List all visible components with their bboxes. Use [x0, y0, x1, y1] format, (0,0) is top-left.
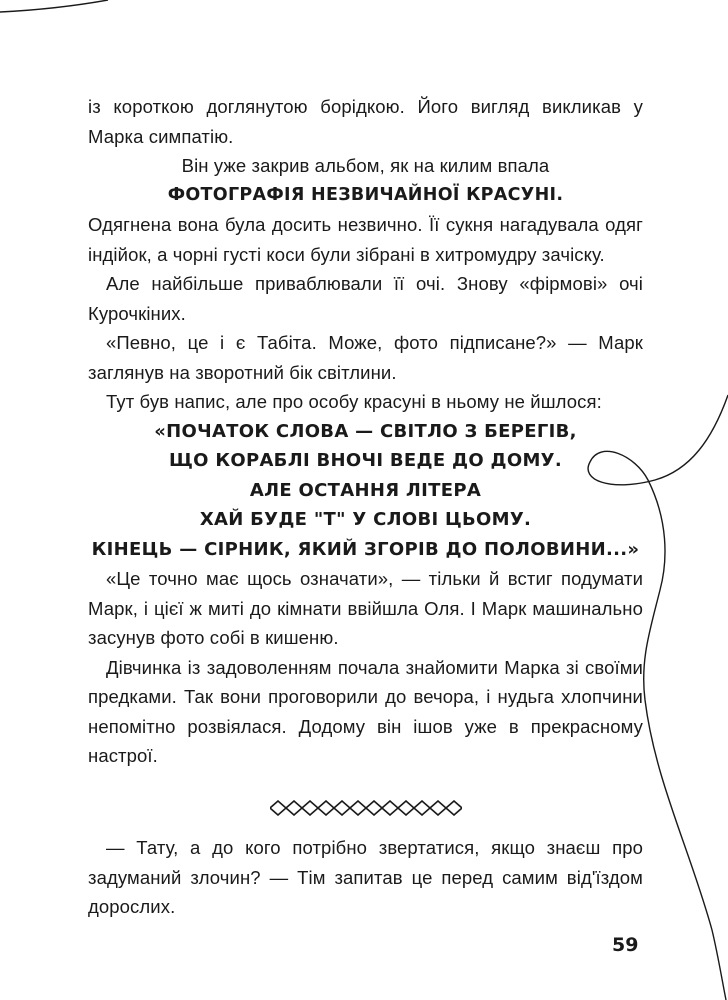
divider-diamond	[334, 801, 350, 815]
divider-diamond	[446, 801, 462, 815]
photo-heading: ФОТОГРАФІЯ НЕЗВИЧАЙНОЇ КРАСУНІ.	[167, 184, 564, 205]
divider-diamond	[382, 801, 398, 815]
divider-diamond	[350, 801, 366, 815]
poem-line: ХАЙ БУДЕ "Т" У СЛОВІ ЦЬОМУ.	[199, 509, 532, 530]
divider-diamond	[302, 801, 318, 815]
divider-diamond	[398, 801, 414, 815]
divider-diamond	[366, 801, 382, 815]
page-body	[88, 92, 643, 771]
poem-line: ЩО КОРАБЛІ ВНОЧІ ВЕДЕ ДО ДОМУ.	[169, 450, 562, 471]
paragraph: «Це точно має щось означати», — тільки й встиг подумати Марк, і цієї ж миті до кімнати ввійшла Оля. І Марк машинально засунув фото собі в кишеню.	[88, 568, 643, 648]
poem-line: «ПОЧАТОК СЛОВА — СВІТЛО З БЕРЕГІВ,	[154, 420, 577, 442]
paragraph: Тут був напис, але про особу красуні в ньому не йшлося:	[106, 391, 602, 412]
paragraph: — Тату, а до кого потрібно звертатися, якщо знаєш про задуманий злочин? — Тім запитав це перед самим від'їздом дорослих.	[88, 837, 643, 917]
paragraph: «Певно, це і є Табіта. Може, фото підписане?» — Марк заглянув на зворотний бік світлини.	[88, 332, 643, 383]
poem-line: АЛЕ ОСТАННЯ ЛІТЕРА	[249, 479, 482, 501]
divider-diamond	[414, 801, 430, 815]
divider-diamond	[318, 801, 334, 815]
paragraph: Але найбільше приваблювали її очі. Знову «фірмові» очі Курочкіних.	[88, 273, 643, 324]
final-text	[88, 833, 643, 922]
divider-diamond	[430, 801, 446, 815]
page-number: 59	[612, 934, 639, 956]
divider-diamond	[270, 801, 286, 815]
paragraph: Одягнена вона була досить незвично. Її сукня нагадувала одяг індійок, а чорні густі коси були зібрані в хитромудру зачіску.	[88, 214, 643, 265]
paragraph: Він уже закрив альбом, як на килим впала	[181, 155, 550, 176]
divider-diamond	[286, 801, 302, 815]
paragraph: Дівчинка із задоволенням почала знайомити Марка зі своїми предками. Так вони проговорили до вечора, і нудьга хлопчини непомітно розвіялася. Додому він ішов уже в прекрасному настрої.	[88, 656, 643, 766]
section-divider	[270, 800, 462, 816]
poem-inscription	[88, 417, 643, 565]
paragraph: із короткою доглянутою борідкою. Його вигляд викликав у Марка симпатію.	[88, 96, 643, 147]
poem-line: КІНЕЦЬ — СІРНИК, ЯКИЙ ЗГОРІВ ДО ПОЛОВИНИ...»	[91, 538, 640, 560]
